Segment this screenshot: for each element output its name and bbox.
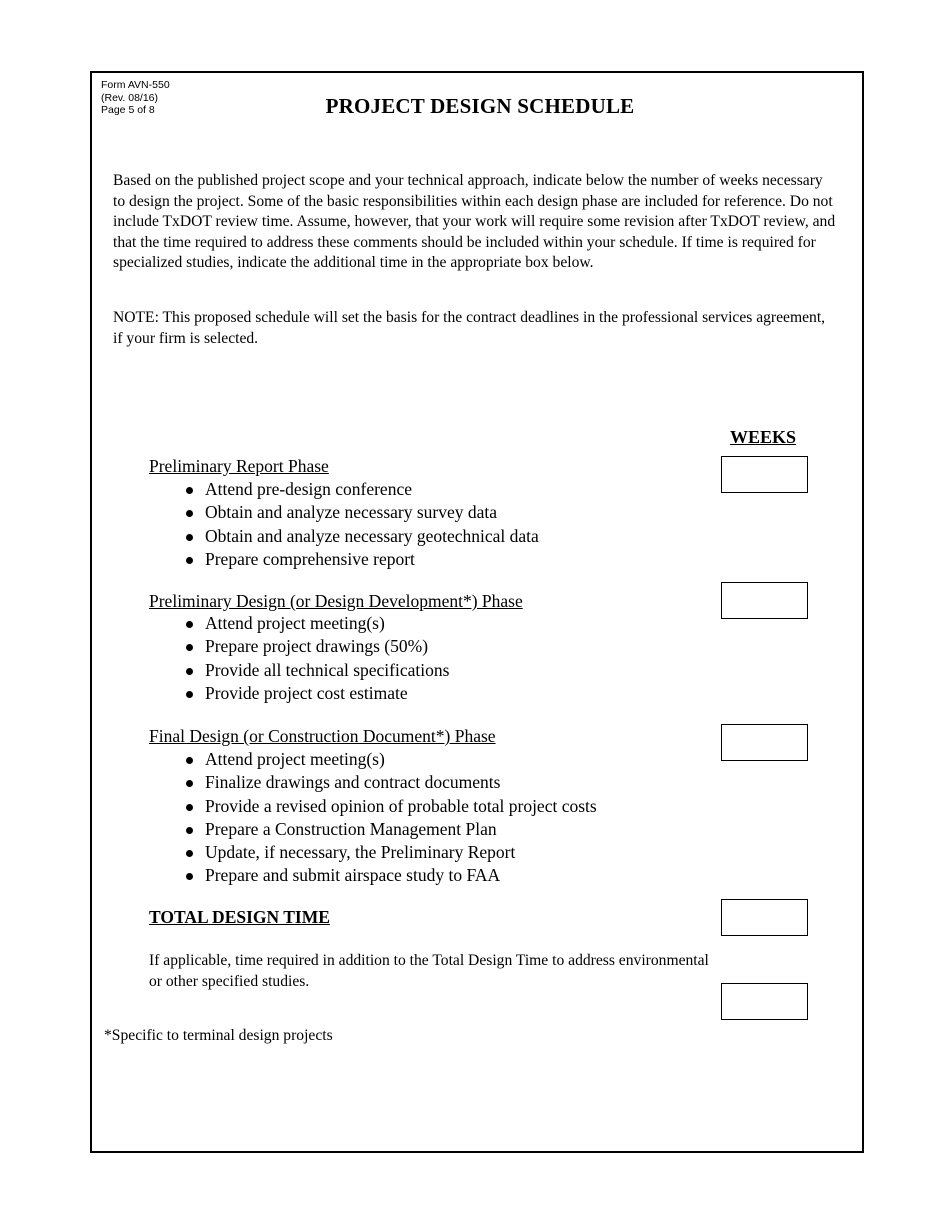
phase-title-preliminary-design: Preliminary Design (or Design Development*) Phase [149,591,523,611]
phase-title-final-design: Final Design (or Construction Document*) Phase [149,726,496,746]
bullet-icon [186,850,193,857]
list-item: Provide a revised opinion of probable total project costs [183,795,597,818]
form-number: Form AVN-550 [101,79,170,91]
phase-title-preliminary-report: Preliminary Report Phase [149,456,329,476]
list-item: Provide all technical specifications [183,659,449,682]
form-revision: (Rev. 08/16) [101,91,158,104]
page-number: Page 5 of 8 [101,104,155,116]
weeks-input-additional-time[interactable] [721,983,808,1020]
bullet-icon [186,757,193,764]
phase-items-preliminary-design [183,612,449,705]
bullet-icon [186,510,193,517]
note-paragraph: NOTE: This proposed schedule will set the basis for the contract deadlines in the professional services agreement, if your firm is selected. [113,309,826,347]
bullet-icon [186,621,193,628]
weeks-column-header: WEEKS [730,427,797,447]
weeks-input-final-design[interactable] [721,724,808,761]
weeks-input-total-design-time[interactable] [721,899,808,936]
phase-items-final-design [183,748,597,888]
bullet-icon [186,691,193,698]
list-item: Finalize drawings and contract documents [183,771,597,794]
bullet-icon [186,780,193,787]
total-design-time-label: TOTAL DESIGN TIME [149,907,330,927]
phase-items-preliminary-report [183,478,539,571]
weeks-input-preliminary-design[interactable] [721,582,808,619]
bullet-icon [186,873,193,880]
list-item: Prepare and submit airspace study to FAA [183,864,597,887]
list-item: Attend pre-design conference [183,478,539,501]
intro-paragraph: Based on the published project scope and your technical approach, indicate below the number of weeks necessary to design the project. Some of the basic responsibilities within each design phase are included for reference. Do not include TxDOT review time. Assume, however, that your work will require some revision after TxDOT review, and that the time required to address these comments should be included within your schedule. If time is required for specialized studies, indicate the additional time in the appropriate box below. [113,172,836,271]
bullet-icon [186,534,193,541]
footnote: *Specific to terminal design projects [104,1027,333,1044]
bullet-icon [186,827,193,834]
list-item: Prepare a Construction Management Plan [183,818,597,841]
bullet-icon [186,644,193,651]
list-item: Attend project meeting(s) [183,748,597,771]
bullet-icon [186,487,193,494]
additional-time-text: If applicable, time required in addition to the Total Design Time to address environmental or other specified studies. [149,952,709,990]
weeks-input-preliminary-report[interactable] [721,456,808,493]
list-item: Provide project cost estimate [183,682,449,705]
bullet-icon [186,804,193,811]
list-item: Obtain and analyze necessary survey data [183,501,539,524]
page-title: PROJECT DESIGN SCHEDULE [325,94,635,118]
bullet-icon [186,668,193,675]
list-item: Obtain and analyze necessary geotechnical data [183,525,539,548]
list-item: Prepare project drawings (50%) [183,635,449,658]
list-item: Update, if necessary, the Preliminary Report [183,841,597,864]
list-item: Prepare comprehensive report [183,548,539,571]
list-item: Attend project meeting(s) [183,612,449,635]
bullet-icon [186,557,193,564]
